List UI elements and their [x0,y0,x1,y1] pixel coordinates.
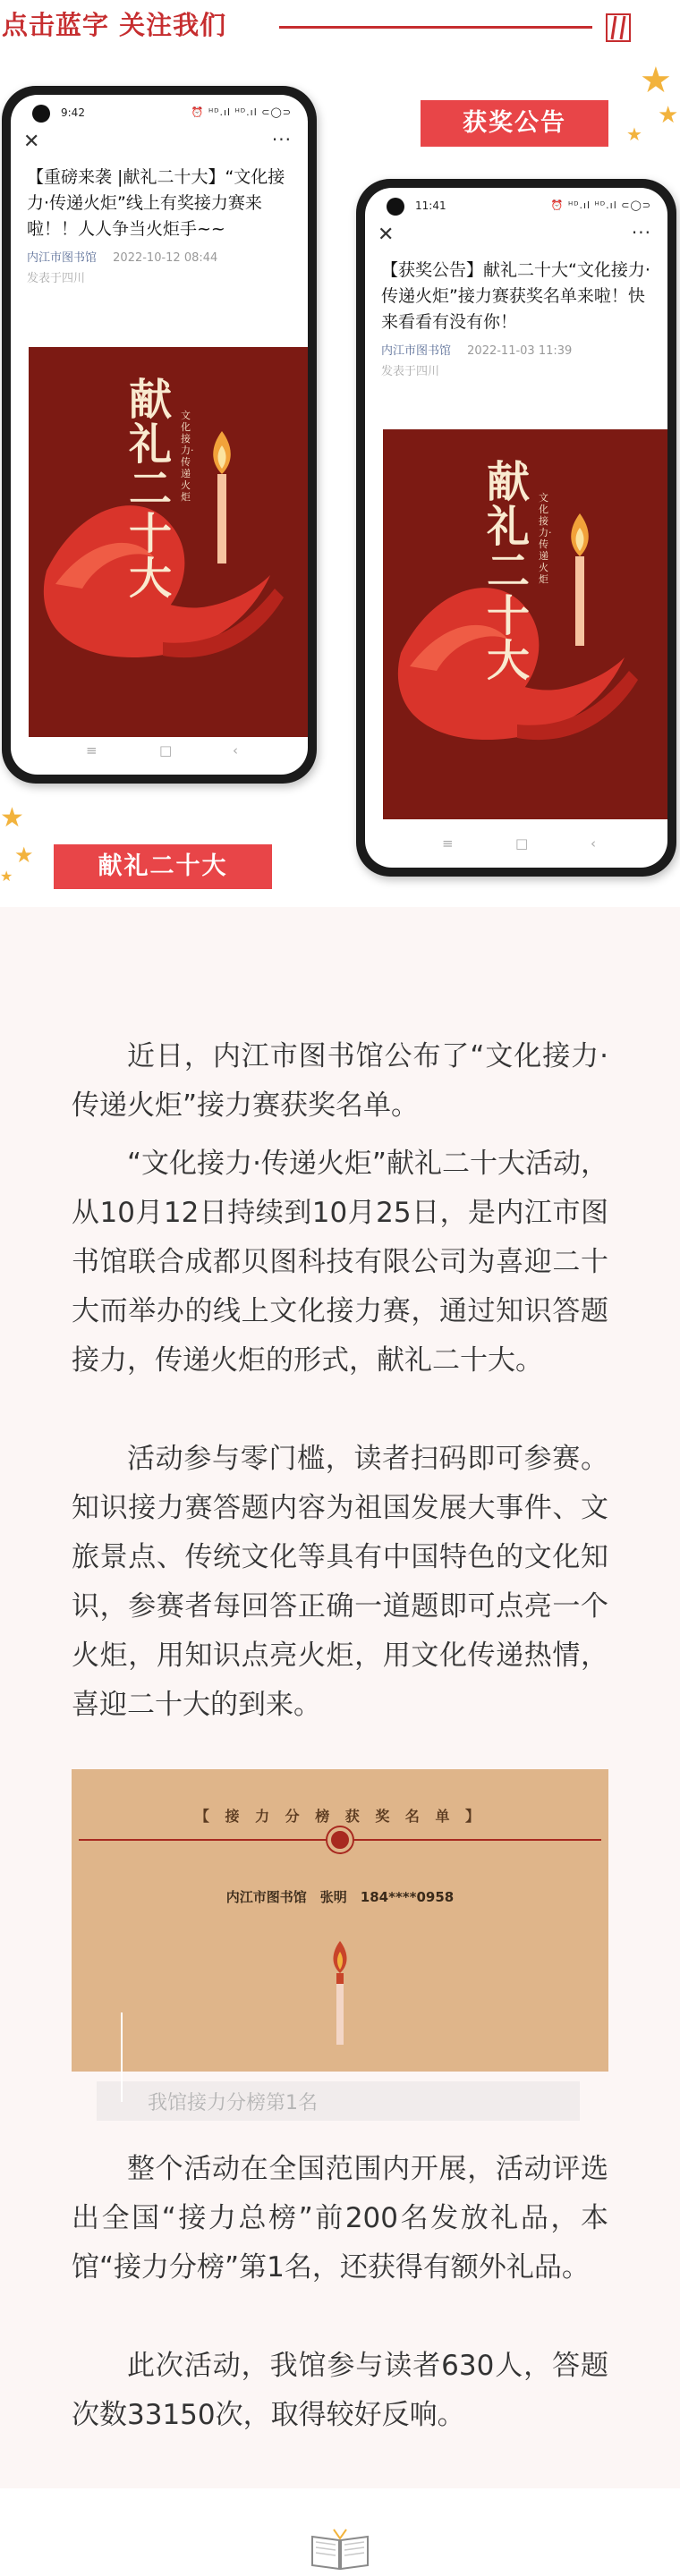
follow-us-title[interactable]: 点击蓝字 关注我们 [2,10,227,40]
torch-icon [327,1939,353,2055]
poster-sub-text: 文化接力·传递火炬 [539,492,552,585]
image-caption: 我馆接力分榜第1名 [148,2092,318,2114]
torch-icon [562,510,598,653]
star-icon: ★ [626,123,642,145]
home-nav-icon[interactable]: □ [515,835,529,852]
torch-icon [204,428,240,571]
header-divider [279,26,592,29]
publish-location: 发表于四川 [27,272,86,285]
article-nav [11,129,308,165]
close-icon[interactable]: ✕ [378,224,395,246]
account-name[interactable]: 内江市图书馆 [381,344,452,358]
poster-image [383,429,667,819]
phone-mockup-left [2,86,317,784]
award-certificate-image [72,1769,608,2072]
article-paragraph: 近日，内江市图书馆公布了“文化接力·传递火炬”接力赛获奖名单。 [72,1040,608,1122]
camera-icon [387,198,404,216]
article-paragraph: 活动参与零门槛，读者扫码即可参赛。知识接力赛答题内容为祖国发展大事件、文旅景点、传统文化等具有中国特色的文化知识，参赛者每回答正确一道题即可点亮一个火炬，用知识点亮火炬，用文化传递热情，喜迎二十大的到来。 [72,1443,608,1721]
home-nav-icon[interactable]: □ [159,742,173,758]
star-icon: ★ [658,102,679,129]
poster-image [29,347,308,737]
publish-date: 2022-10-12 08:44 [113,251,218,265]
back-nav-icon[interactable]: ‹ [591,835,596,852]
account-name[interactable]: 内江市图书馆 [27,251,98,265]
article-meta [365,335,667,358]
award-announcement-badge: 获奖公告 [421,100,608,147]
article-paragraph: “文化接力·传递火炬”献礼二十大活动，从10月12日持续到10月25日，是内江市图书馆联合成都贝图科技有限公司为喜迎二十大而举办的线上文化接力赛，通过知识答题接力，传递火炬的形式，献礼二十大。 [72,1148,608,1377]
double-slash-icon [605,11,632,45]
article-title: 【重磅来袭 |献礼二十大】“文化接力·传递火炬”线上有奖接力赛来啦！！人人争当火炬手~~ [27,167,285,239]
article-paragraph: 整个活动在全国范围内开展，活动评选出全国“接力总榜”前200名发放礼品，本馆“接力分榜”第1名，还获得有额外礼品。 [72,2153,608,2284]
publish-location: 发表于四川 [381,365,440,378]
certificate-seal-icon [327,1827,353,1852]
status-icons: ⏰ ᴴᴰ.ıl ᴴᴰ.ıl ⊂◯⊃ [550,199,651,211]
menu-nav-icon[interactable]: ≡ [442,835,454,852]
article-nav [365,222,667,258]
camera-icon [32,105,50,123]
star-icon: ★ [640,60,672,101]
article-paragraph: 此次活动，我馆参与读者630人，答题次数33150次，取得较好反响。 [72,2350,608,2431]
poster-big-text: 献礼二十大 [486,457,530,686]
system-nav-bar [11,742,308,764]
status-bar [11,95,308,129]
book-icon [307,2526,373,2572]
status-icons: ⏰ ᴴᴰ.ıl ᴴᴰ.ıl ⊂◯⊃ [191,106,292,118]
status-time: 9:42 [61,106,85,119]
certificate-title: 【 接 力 分 榜 获 奖 名 单 】 [194,1808,486,1825]
system-nav-bar [365,835,667,857]
article-meta [11,242,308,265]
article-title: 【获奖公告】献礼二十大“文化接力·传递火炬”接力赛获奖名单来啦！快来看看有没有你！ [381,260,650,332]
phone-mockup-right [356,179,676,877]
star-icon: ★ [0,868,13,885]
tribute-badge: 献礼二十大 [54,844,272,889]
close-icon[interactable]: ✕ [23,131,40,153]
publish-date: 2022-11-03 11:39 [467,344,573,358]
back-nav-icon[interactable]: ‹ [233,742,238,758]
status-bar [365,188,667,222]
star-icon: ★ [0,802,24,834]
poster-sub-text: 文化接力·传递火炬 [181,410,194,503]
header-bar [0,0,680,59]
poster-big-text: 献礼二十大 [128,375,172,604]
status-time: 11:41 [415,199,446,212]
phone-screen [11,95,308,775]
certificate-winner: 内江市图书馆 张明 184****0958 [225,1889,455,1905]
phone-screen [365,188,667,868]
star-icon: ★ [14,843,34,868]
more-icon[interactable]: ··· [271,129,292,150]
caption-pointer-line [121,2012,123,2102]
more-icon[interactable]: ··· [631,222,651,243]
menu-nav-icon[interactable]: ≡ [86,742,98,758]
